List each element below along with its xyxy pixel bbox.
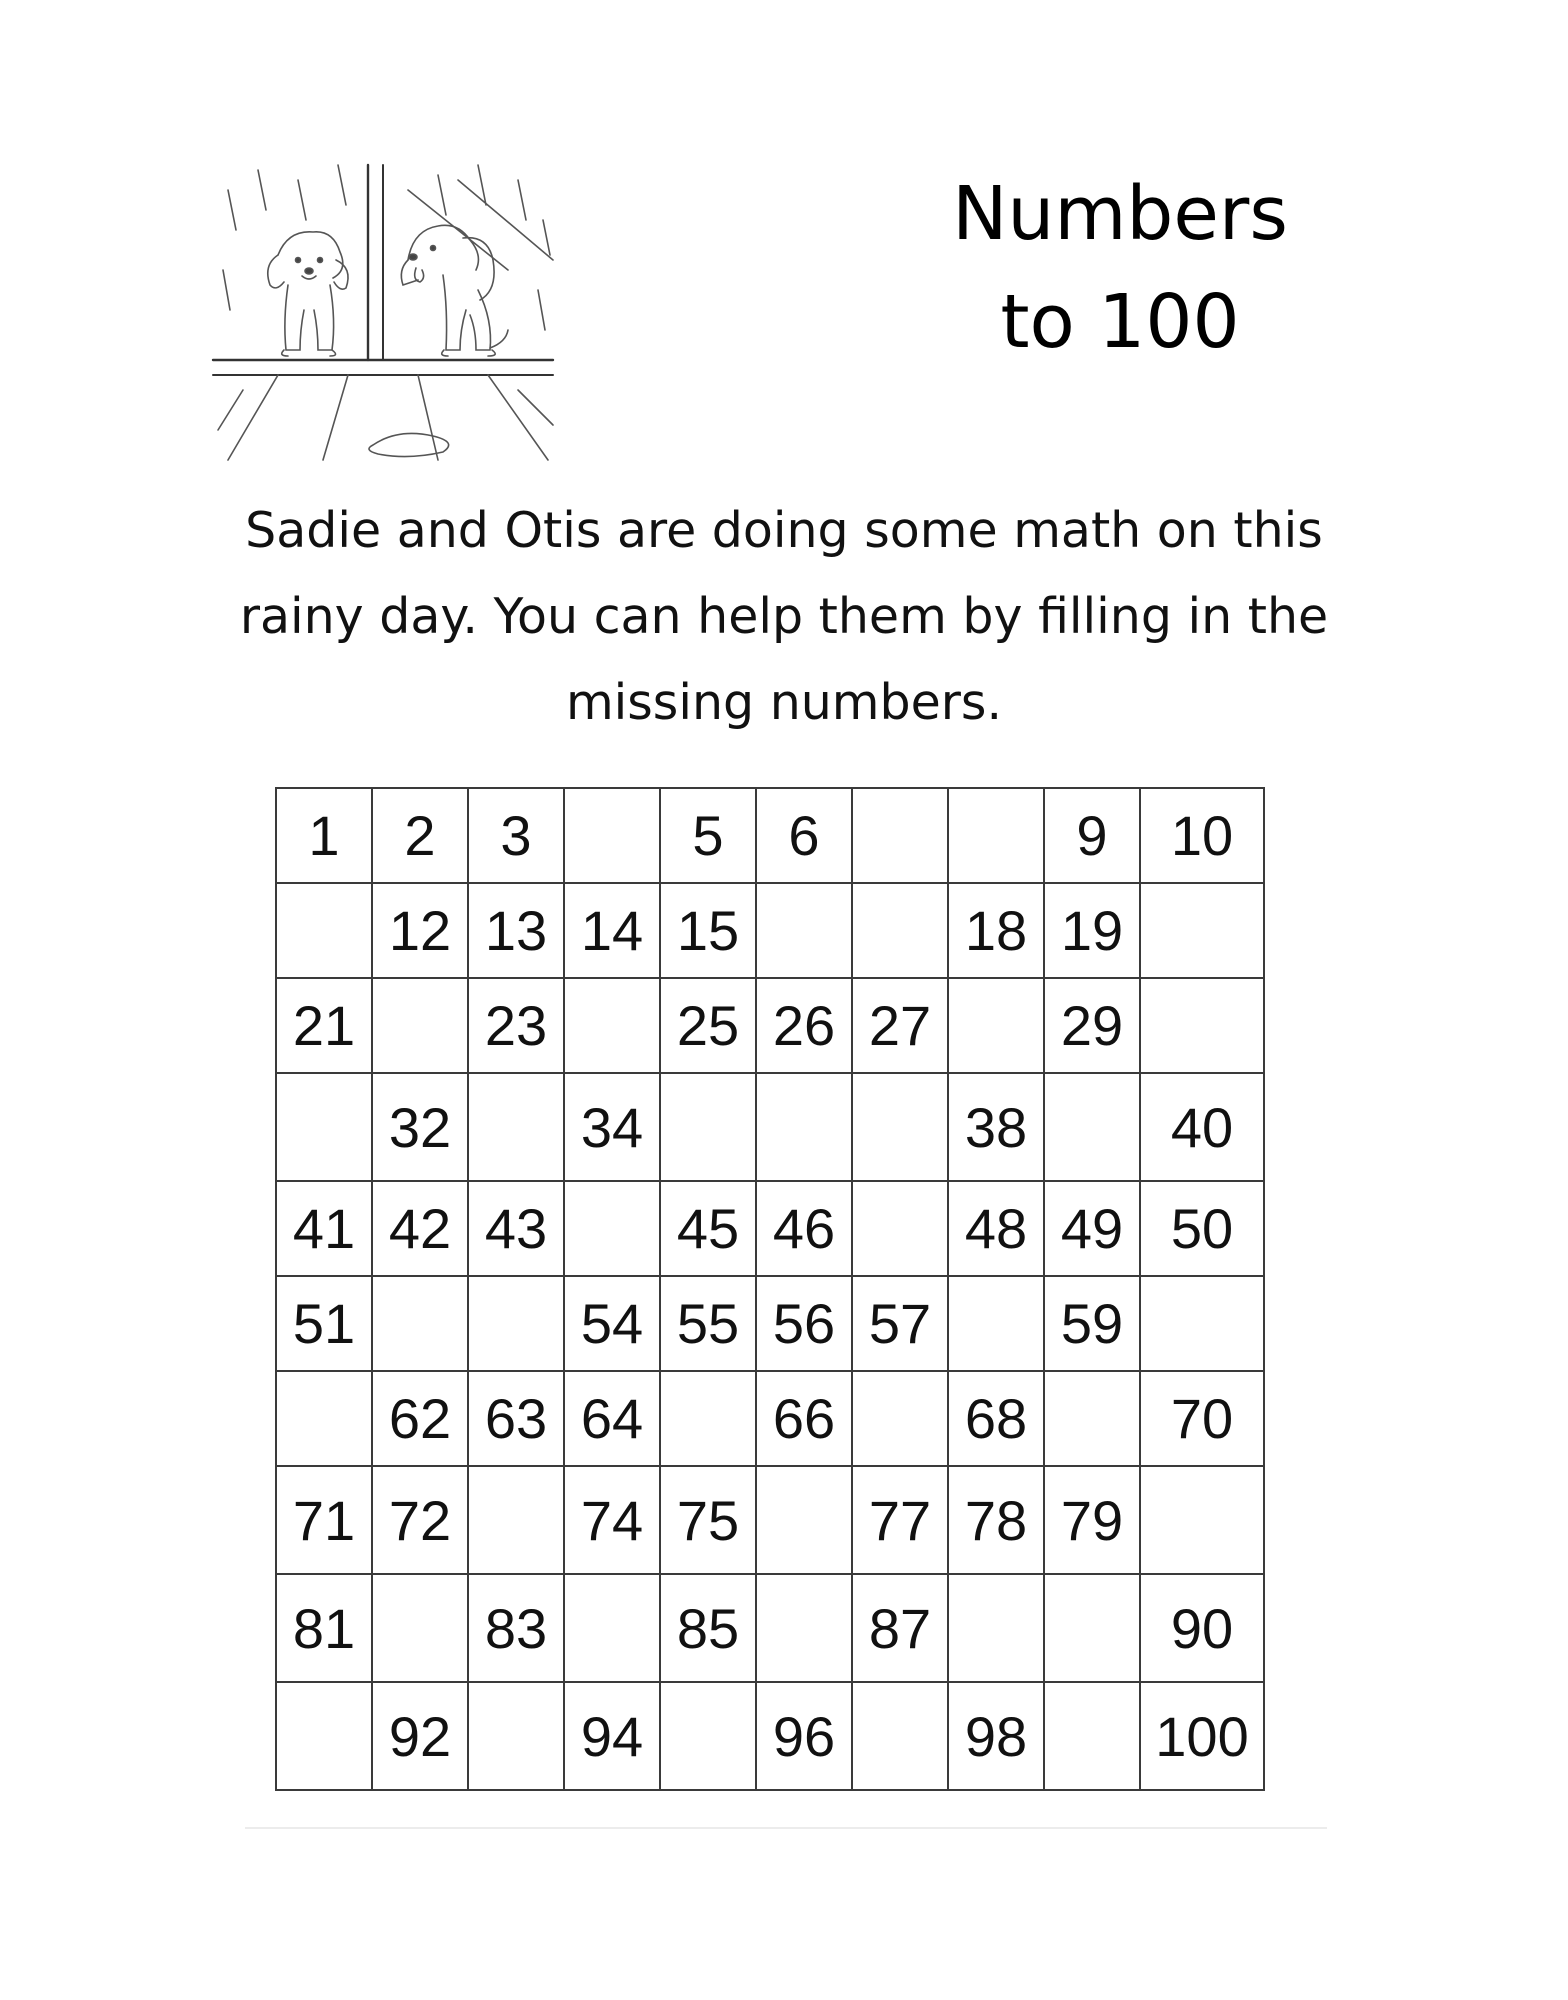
grid-cell: 43 [468,1181,564,1276]
grid-cell [276,1682,372,1790]
grid-cell [468,1073,564,1181]
title-line-2: to 100 [1000,279,1240,365]
grid-cell: 75 [660,1466,756,1574]
page-title [880,160,1360,376]
grid-cell: 57 [852,1276,948,1371]
grid-cell: 79 [1044,1466,1140,1574]
grid-cell: 6 [756,788,852,883]
grid-cell: 74 [564,1466,660,1574]
grid-cell [564,1181,660,1276]
grid-cell [276,1073,372,1181]
grid-cell [852,1371,948,1466]
grid-cell: 78 [948,1466,1044,1574]
grid-cell: 81 [276,1574,372,1682]
grid-cell: 25 [660,978,756,1073]
grid-cell: 92 [372,1682,468,1790]
grid-row [276,1466,1264,1574]
title-line-1: Numbers [952,171,1288,257]
grid-cell: 26 [756,978,852,1073]
grid-cell: 98 [948,1682,1044,1790]
grid-row [276,1073,1264,1181]
grid-cell [1044,1574,1140,1682]
grid-cell: 5 [660,788,756,883]
grid-cell: 18 [948,883,1044,978]
grid-cell: 29 [1044,978,1140,1073]
grid-cell: 32 [372,1073,468,1181]
grid-cell: 77 [852,1466,948,1574]
grid-cell: 45 [660,1181,756,1276]
grid-cell [660,1371,756,1466]
grid-cell: 15 [660,883,756,978]
grid-cell [468,1276,564,1371]
grid-cell [372,978,468,1073]
instructions-line-3: missing numbers. [565,674,1003,731]
grid-cell [660,1073,756,1181]
instructions-text [160,488,1408,746]
grid-cell [276,883,372,978]
grid-cell: 50 [1140,1181,1264,1276]
grid-row [276,1371,1264,1466]
grid-cell [756,883,852,978]
grid-cell [756,1466,852,1574]
bottom-divider [245,1827,1327,1829]
grid-cell: 59 [1044,1276,1140,1371]
grid-row [276,1181,1264,1276]
grid-row [276,1682,1264,1790]
grid-cell [852,883,948,978]
hundreds-chart [275,787,1265,1791]
grid-cell [468,1682,564,1790]
grid-cell: 38 [948,1073,1044,1181]
grid-cell [1140,1466,1264,1574]
grid-cell [564,788,660,883]
grid-cell: 34 [564,1073,660,1181]
grid-cell: 3 [468,788,564,883]
grid-cell [564,978,660,1073]
grid-cell [852,1073,948,1181]
grid-cell [1140,1276,1264,1371]
grid-cell: 14 [564,883,660,978]
grid-cell: 27 [852,978,948,1073]
grid-cell: 96 [756,1682,852,1790]
grid-cell: 41 [276,1181,372,1276]
two-dogs-rainy-window-illustration [208,160,564,472]
grid-row [276,1574,1264,1682]
grid-cell: 66 [756,1371,852,1466]
grid-cell: 2 [372,788,468,883]
grid-cell [1044,1371,1140,1466]
grid-cell: 62 [372,1371,468,1466]
grid-cell: 1 [276,788,372,883]
grid-cell [852,1682,948,1790]
grid-cell: 87 [852,1574,948,1682]
grid-cell [468,1466,564,1574]
grid-cell: 64 [564,1371,660,1466]
grid-cell: 55 [660,1276,756,1371]
grid-cell: 51 [276,1276,372,1371]
grid-row [276,1276,1264,1371]
grid-cell [756,1073,852,1181]
grid-row [276,788,1264,883]
grid-cell: 83 [468,1574,564,1682]
grid-cell: 10 [1140,788,1264,883]
grid-cell: 90 [1140,1574,1264,1682]
grid-cell [1044,1682,1140,1790]
grid-cell [756,1574,852,1682]
grid-cell: 85 [660,1574,756,1682]
grid-row [276,978,1264,1073]
grid-cell: 56 [756,1276,852,1371]
grid-cell [564,1574,660,1682]
grid-cell: 70 [1140,1371,1264,1466]
grid-cell [372,1574,468,1682]
instructions-line-1: Sadie and Otis are doing some math on this [245,502,1323,559]
grid-cell [276,1371,372,1466]
instructions-line-2: rainy day. You can help them by filling in the [239,588,1329,645]
grid-cell: 100 [1140,1682,1264,1790]
grid-cell: 49 [1044,1181,1140,1276]
grid-cell [1140,978,1264,1073]
grid-cell [1140,883,1264,978]
grid-cell [948,788,1044,883]
grid-cell: 94 [564,1682,660,1790]
grid-cell [1044,1073,1140,1181]
grid-cell: 46 [756,1181,852,1276]
grid-cell: 72 [372,1466,468,1574]
grid-cell: 63 [468,1371,564,1466]
grid-cell: 42 [372,1181,468,1276]
grid-cell: 48 [948,1181,1044,1276]
grid-cell: 12 [372,883,468,978]
grid-cell [852,788,948,883]
grid-cell: 21 [276,978,372,1073]
grid-cell: 71 [276,1466,372,1574]
grid-row [276,883,1264,978]
grid-cell: 19 [1044,883,1140,978]
grid-cell: 68 [948,1371,1044,1466]
grid-cell: 13 [468,883,564,978]
grid-cell [948,978,1044,1073]
grid-cell [948,1276,1044,1371]
grid-cell: 54 [564,1276,660,1371]
grid-cell [852,1181,948,1276]
grid-cell [948,1574,1044,1682]
grid-cell: 40 [1140,1073,1264,1181]
grid-cell: 9 [1044,788,1140,883]
grid-cell: 23 [468,978,564,1073]
grid-cell [660,1682,756,1790]
grid-cell [372,1276,468,1371]
